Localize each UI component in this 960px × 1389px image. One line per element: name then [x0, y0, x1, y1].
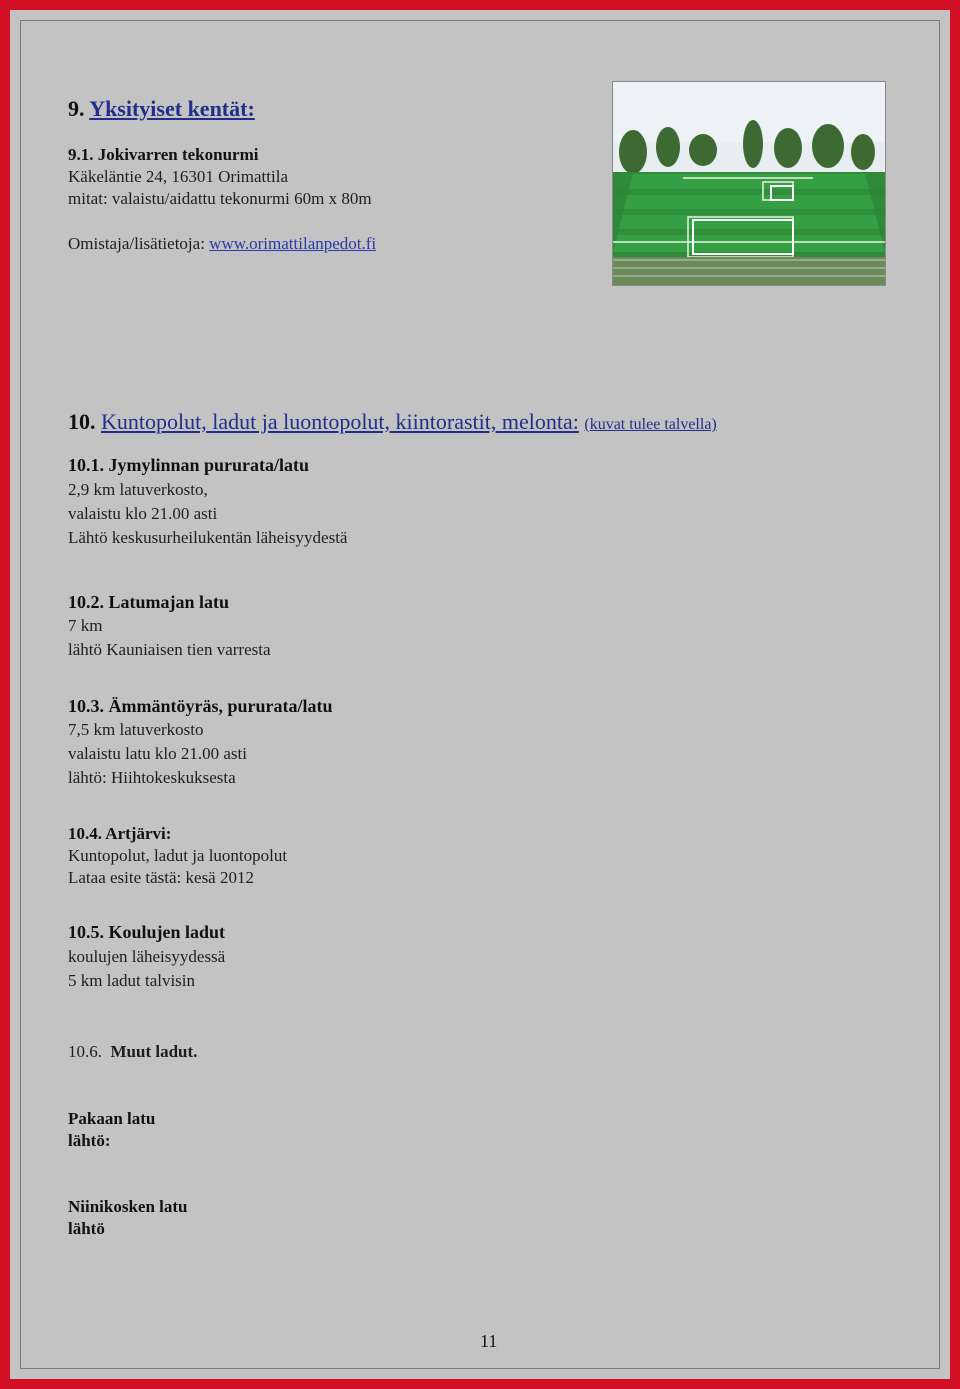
item-9-1-details: mitat: valaistu/aidattu tekonurmi 60m x 80m — [68, 189, 372, 208]
item-10-6-heading — [68, 1042, 197, 1062]
item-10-2-line: lähtö Kauniaisen tien varresta — [68, 640, 271, 659]
section-10-heading: Kuntopolut, ladut ja luontopolut, kiintorastit, melonta: — [101, 409, 579, 434]
item-9-1-owner — [68, 234, 376, 254]
item-10-1-line: Lähtö keskusurheilukentän läheisyydestä — [68, 528, 348, 547]
item-10-1-heading: 10.1. Jymylinnan pururata/latu — [68, 455, 310, 475]
item-10-6-title: Muut ladut. — [110, 1042, 198, 1061]
owner-link[interactable]: www.orimattilanpedot.fi — [209, 234, 377, 253]
item-9-1-address: Käkeläntie 24, 16301 Orimattila — [68, 167, 288, 186]
niinikosken-latu-start: lähtö — [68, 1219, 105, 1238]
section-9-number: 9. — [68, 96, 85, 121]
niinikosken-latu-title: Niinikosken latu — [68, 1197, 188, 1216]
page-number: 11 — [480, 1331, 498, 1351]
item-10-4-line: Kuntopolut, ladut ja luontopolut — [68, 846, 288, 865]
item-10-2-line: 7 km — [68, 616, 103, 635]
owner-label: Omistaja/lisätietoja: — [68, 234, 210, 253]
item-10-3-line: lähtö: Hiihtokeskuksesta — [68, 768, 236, 787]
section-10-title — [68, 409, 717, 435]
item-10-4-line[interactable]: Lataa esite tästä: kesä 2012 — [68, 868, 254, 887]
item-10-3-heading: 10.3. Ämmäntöyräs, pururata/latu — [68, 696, 333, 716]
item-10-3-line: 7,5 km latuverkosto — [68, 720, 204, 739]
item-10-6-number: 10.6. — [68, 1042, 102, 1061]
item-10-1-line: valaistu klo 21.00 asti — [68, 504, 218, 523]
item-10-5-line: 5 km ladut talvisin — [68, 971, 196, 990]
section-10-note: (kuvat tulee talvella) — [584, 416, 717, 433]
football-field-photo — [612, 81, 886, 286]
item-10-5-line: koulujen läheisyydessä — [68, 947, 226, 966]
section-9-heading: Yksityiset kentät: — [89, 96, 255, 121]
item-10-5-heading: 10.5. Koulujen ladut — [68, 922, 226, 942]
item-10-2-heading: 10.2. Latumajan latu — [68, 592, 230, 612]
item-10-1-line: 2,9 km latuverkosto, — [68, 480, 208, 499]
pakaan-latu-start: lähtö: — [68, 1131, 111, 1150]
field-illustration — [613, 82, 885, 285]
item-9-1-heading: 9.1. Jokivarren tekonurmi — [68, 145, 259, 164]
section-9-title — [68, 96, 255, 122]
pakaan-latu-title: Pakaan latu — [68, 1109, 156, 1128]
item-10-4-heading: 10.4. Artjärvi: — [68, 824, 172, 843]
section-10-number: 10. — [68, 409, 96, 434]
item-10-3-line: valaistu latu klo 21.00 asti — [68, 744, 247, 763]
